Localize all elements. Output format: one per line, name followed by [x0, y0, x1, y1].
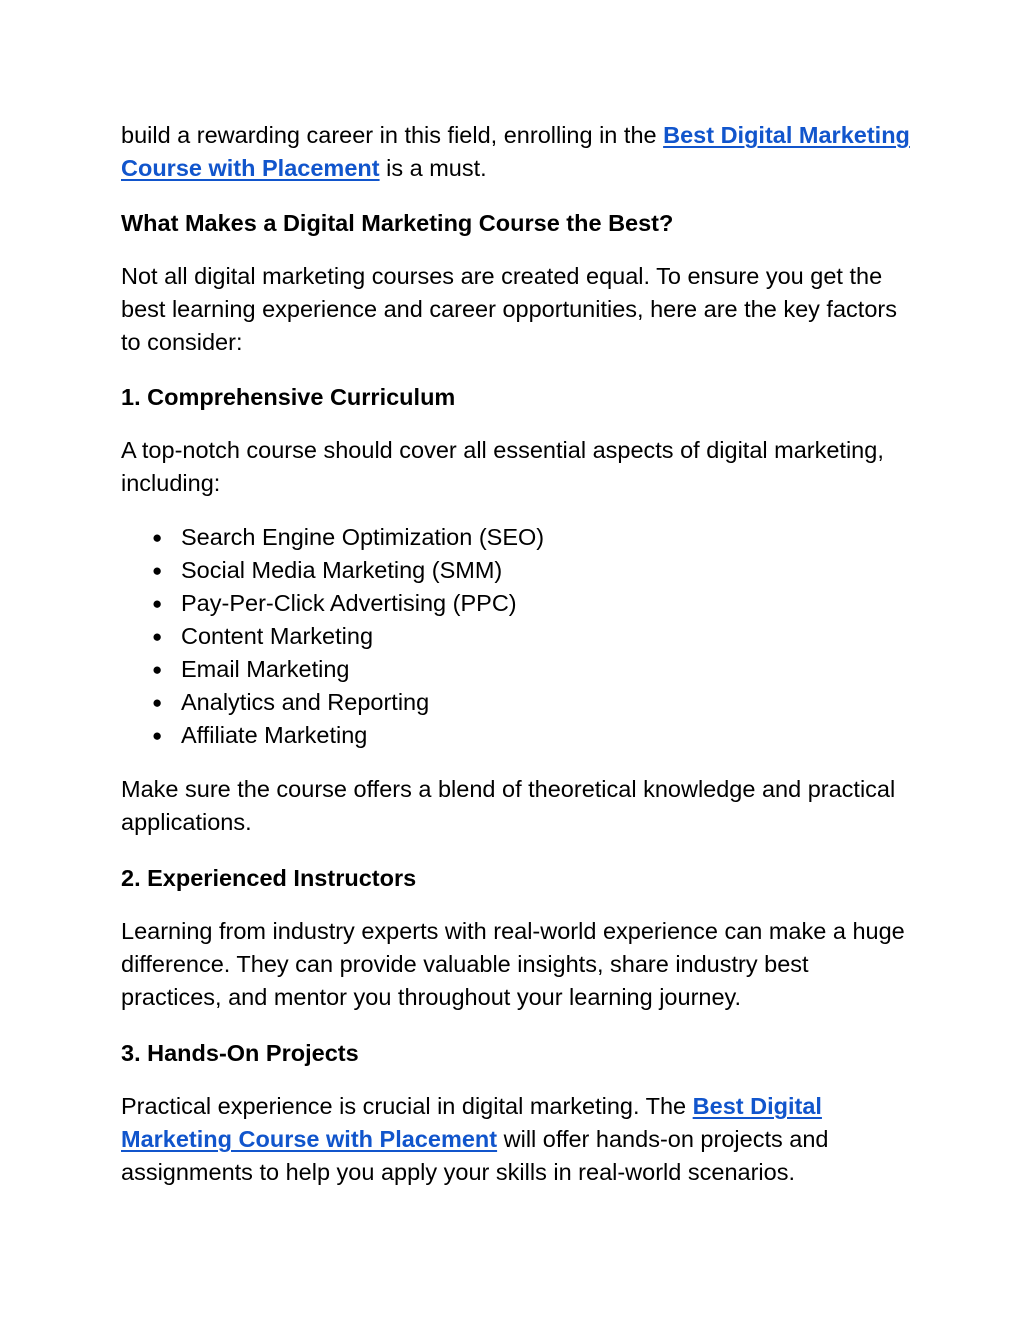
course-link-intro[interactable]: Best Digital Marketing Course with Placement — [121, 122, 910, 181]
section-1-closing: Make sure the course offers a blend of theoretical knowledge and practical applications. — [121, 776, 896, 835]
section-heading-main: What Makes a Digital Marketing Course the Best? — [121, 210, 674, 236]
document-page — [121, 119, 911, 1189]
bullet-icon: ● — [152, 693, 163, 712]
section-3-body — [121, 1090, 911, 1189]
intro-text-after: is a must. — [379, 155, 487, 181]
section-3-heading: 3. Hands-On Projects — [121, 1040, 359, 1066]
bullet-icon: ● — [152, 726, 163, 745]
list-item: ● Affiliate Marketing — [121, 719, 911, 752]
bullet-icon: ● — [152, 561, 163, 580]
list-item: ● Analytics and Reporting — [121, 686, 911, 719]
intro-paragraph — [121, 119, 911, 185]
section-main-body: Not all digital marketing courses are created equal. To ensure you get the best learning experience and career opportunities, here are the key factors to consider: — [121, 263, 897, 355]
curriculum-list — [121, 521, 911, 752]
bullet-icon: ● — [152, 528, 163, 547]
bullet-icon: ● — [152, 627, 163, 646]
section-1-intro: A top-notch course should cover all essential aspects of digital marketing, including: — [121, 437, 884, 496]
list-item: ● Pay-Per-Click Advertising (PPC) — [121, 587, 911, 620]
list-item: ● Content Marketing — [121, 620, 911, 653]
bullet-icon: ● — [152, 594, 163, 613]
section-2-body: Learning from industry experts with real-world experience can make a huge difference. They can provide valuable insights, share industry best practices, and mentor you throughout your learning journey. — [121, 918, 905, 1010]
list-item: ● Search Engine Optimization (SEO) — [121, 521, 911, 554]
section-3-text-after: will offer hands-on projects and assignments to help you apply your skills in real-world scenarios. — [121, 1126, 829, 1185]
section-2-heading: 2. Experienced Instructors — [121, 865, 417, 891]
course-link-section-3[interactable]: Best Digital Marketing Course with Placement — [121, 1093, 822, 1152]
section-1-heading: 1. Comprehensive Curriculum — [121, 384, 456, 410]
list-item: ● Email Marketing — [121, 653, 911, 686]
list-item: ● Social Media Marketing (SMM) — [121, 554, 911, 587]
section-3-text-before: Practical experience is crucial in digital marketing. The — [121, 1093, 693, 1119]
intro-text-before: build a rewarding career in this field, enrolling in the — [121, 122, 664, 148]
bullet-icon: ● — [152, 660, 163, 679]
